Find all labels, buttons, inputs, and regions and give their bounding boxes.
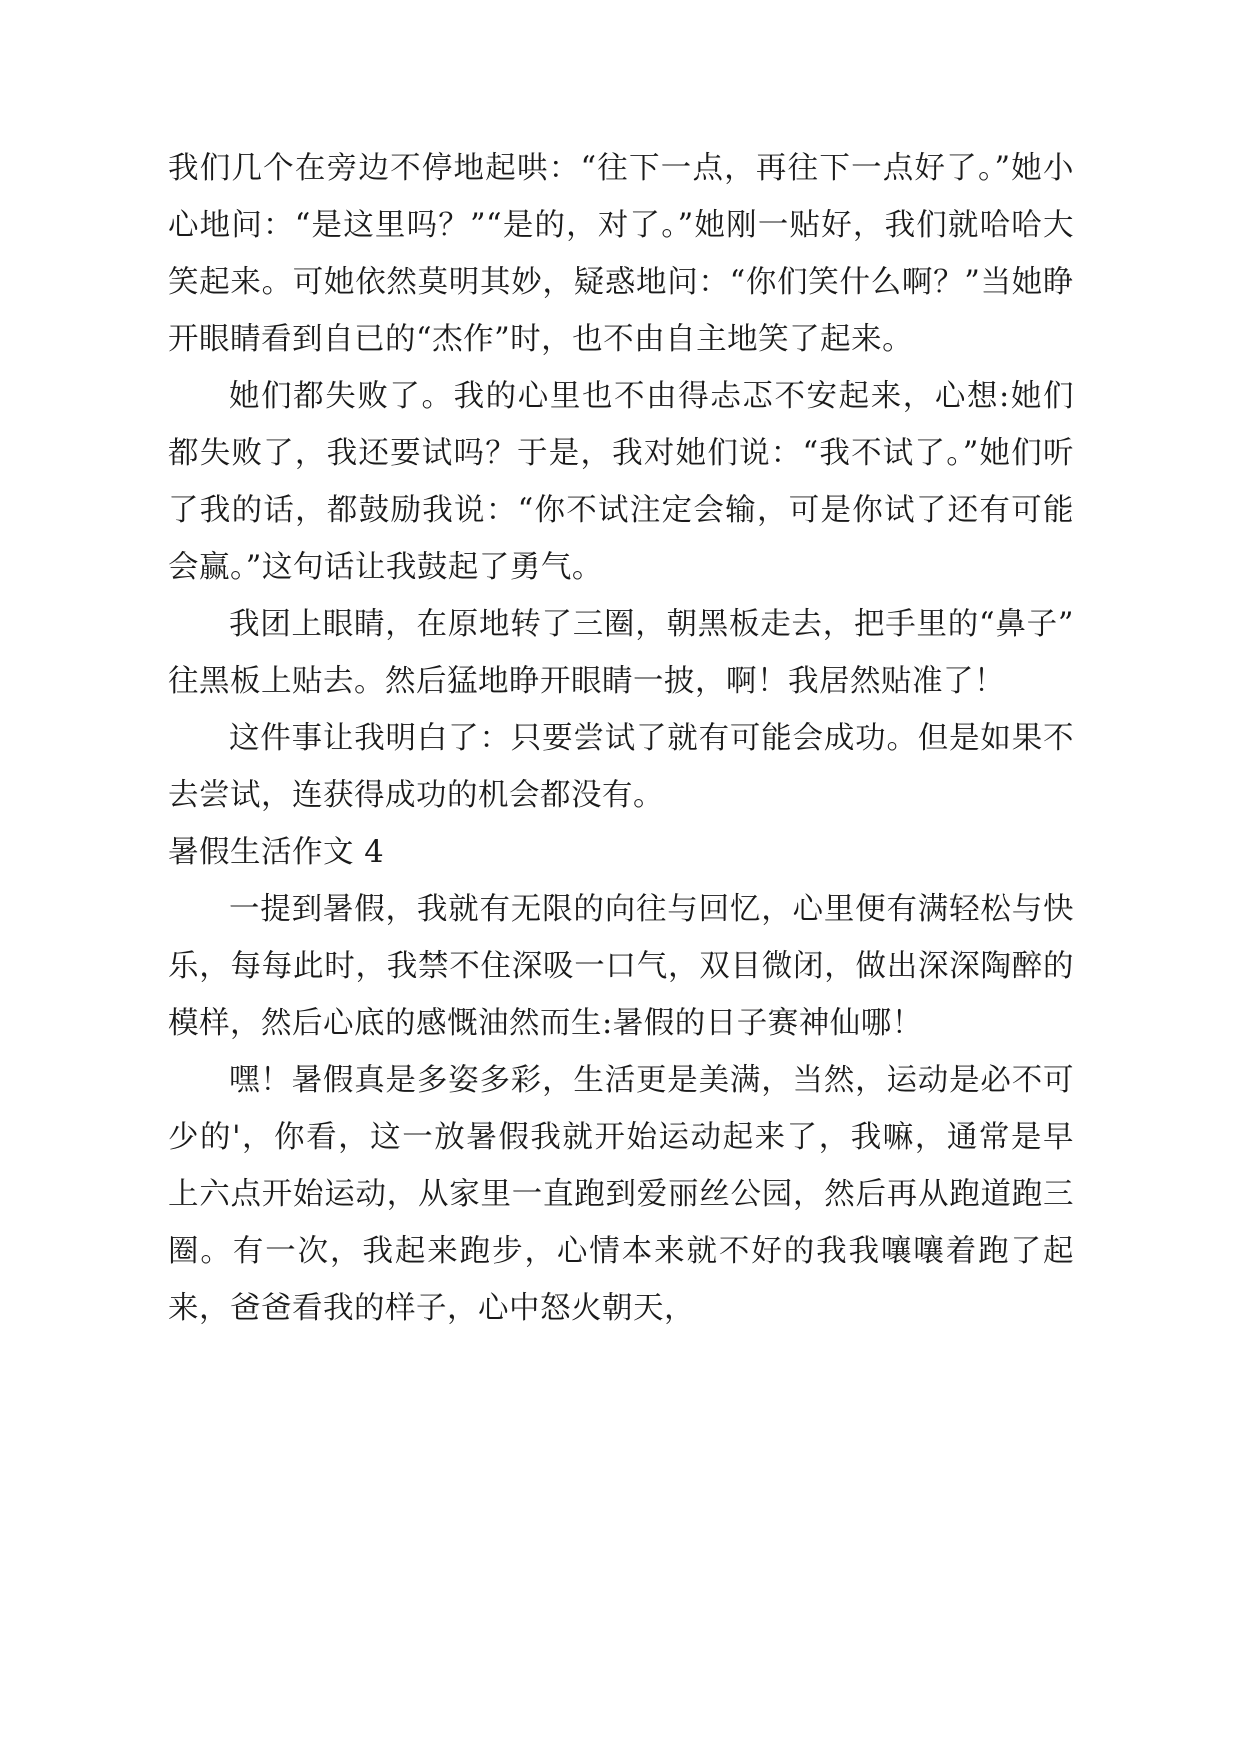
document-body — [168, 140, 1074, 1337]
paragraph: 我们几个在旁边不停地起哄：“往下一点，再往下一点好了。”她小心地问：“是这里吗？”“是的，对了。”她刚一贴好，我们就哈哈大笑起来。可她依然莫明其妙，疑惑地问：“你们笑什么啊？”当她睁开眼睛看到自已的“杰作”时，也不由自主地笑了起来。 — [168, 151, 1074, 357]
paragraph: 我团上眼睛，在原地转了三圈，朝黑板走去，把手里的“鼻子”往黑板上贴去。然后猛地睁开眼睛一披，啊！我居然贴准了！ — [168, 607, 1074, 699]
paragraph: 这件事让我明白了：只要尝试了就有可能会成功。但是如果不去尝试，连获得成功的机会都没有。 — [168, 721, 1074, 813]
paragraph: 嘿！暑假真是多姿多彩，生活更是美满，当然，运动是必不可少的'，你看，这一放暑假我就开始运动起来了，我嘛，通常是早上六点开始运动，从家里一直跑到爱丽丝公园，然后再从跑道跑三圈。有一次，我起来跑步，心情本来就不好的我我嚷嚷着跑了起来，爸爸看我的样子，心中怒火朝天， — [168, 1063, 1074, 1326]
paragraph: 她们都失败了。我的心里也不由得忐忑不安起来，心想:她们都失败了，我还要试吗？于是，我对她们说：“我不试了。”她们听了我的话，都鼓励我说：“你不试注定会输，可是你试了还有可能会赢。”这句话让我鼓起了勇气。 — [168, 379, 1074, 585]
paragraph: 一提到暑假，我就有无限的向往与回忆，心里便有满轻松与快乐，每每此时，我禁不住深吸一口气，双目微闭，做出深深陶醉的模样，然后心底的感慨油然而生:暑假的日子赛神仙哪！ — [168, 892, 1074, 1041]
section-heading: 暑假生活作文 4 — [168, 835, 385, 870]
